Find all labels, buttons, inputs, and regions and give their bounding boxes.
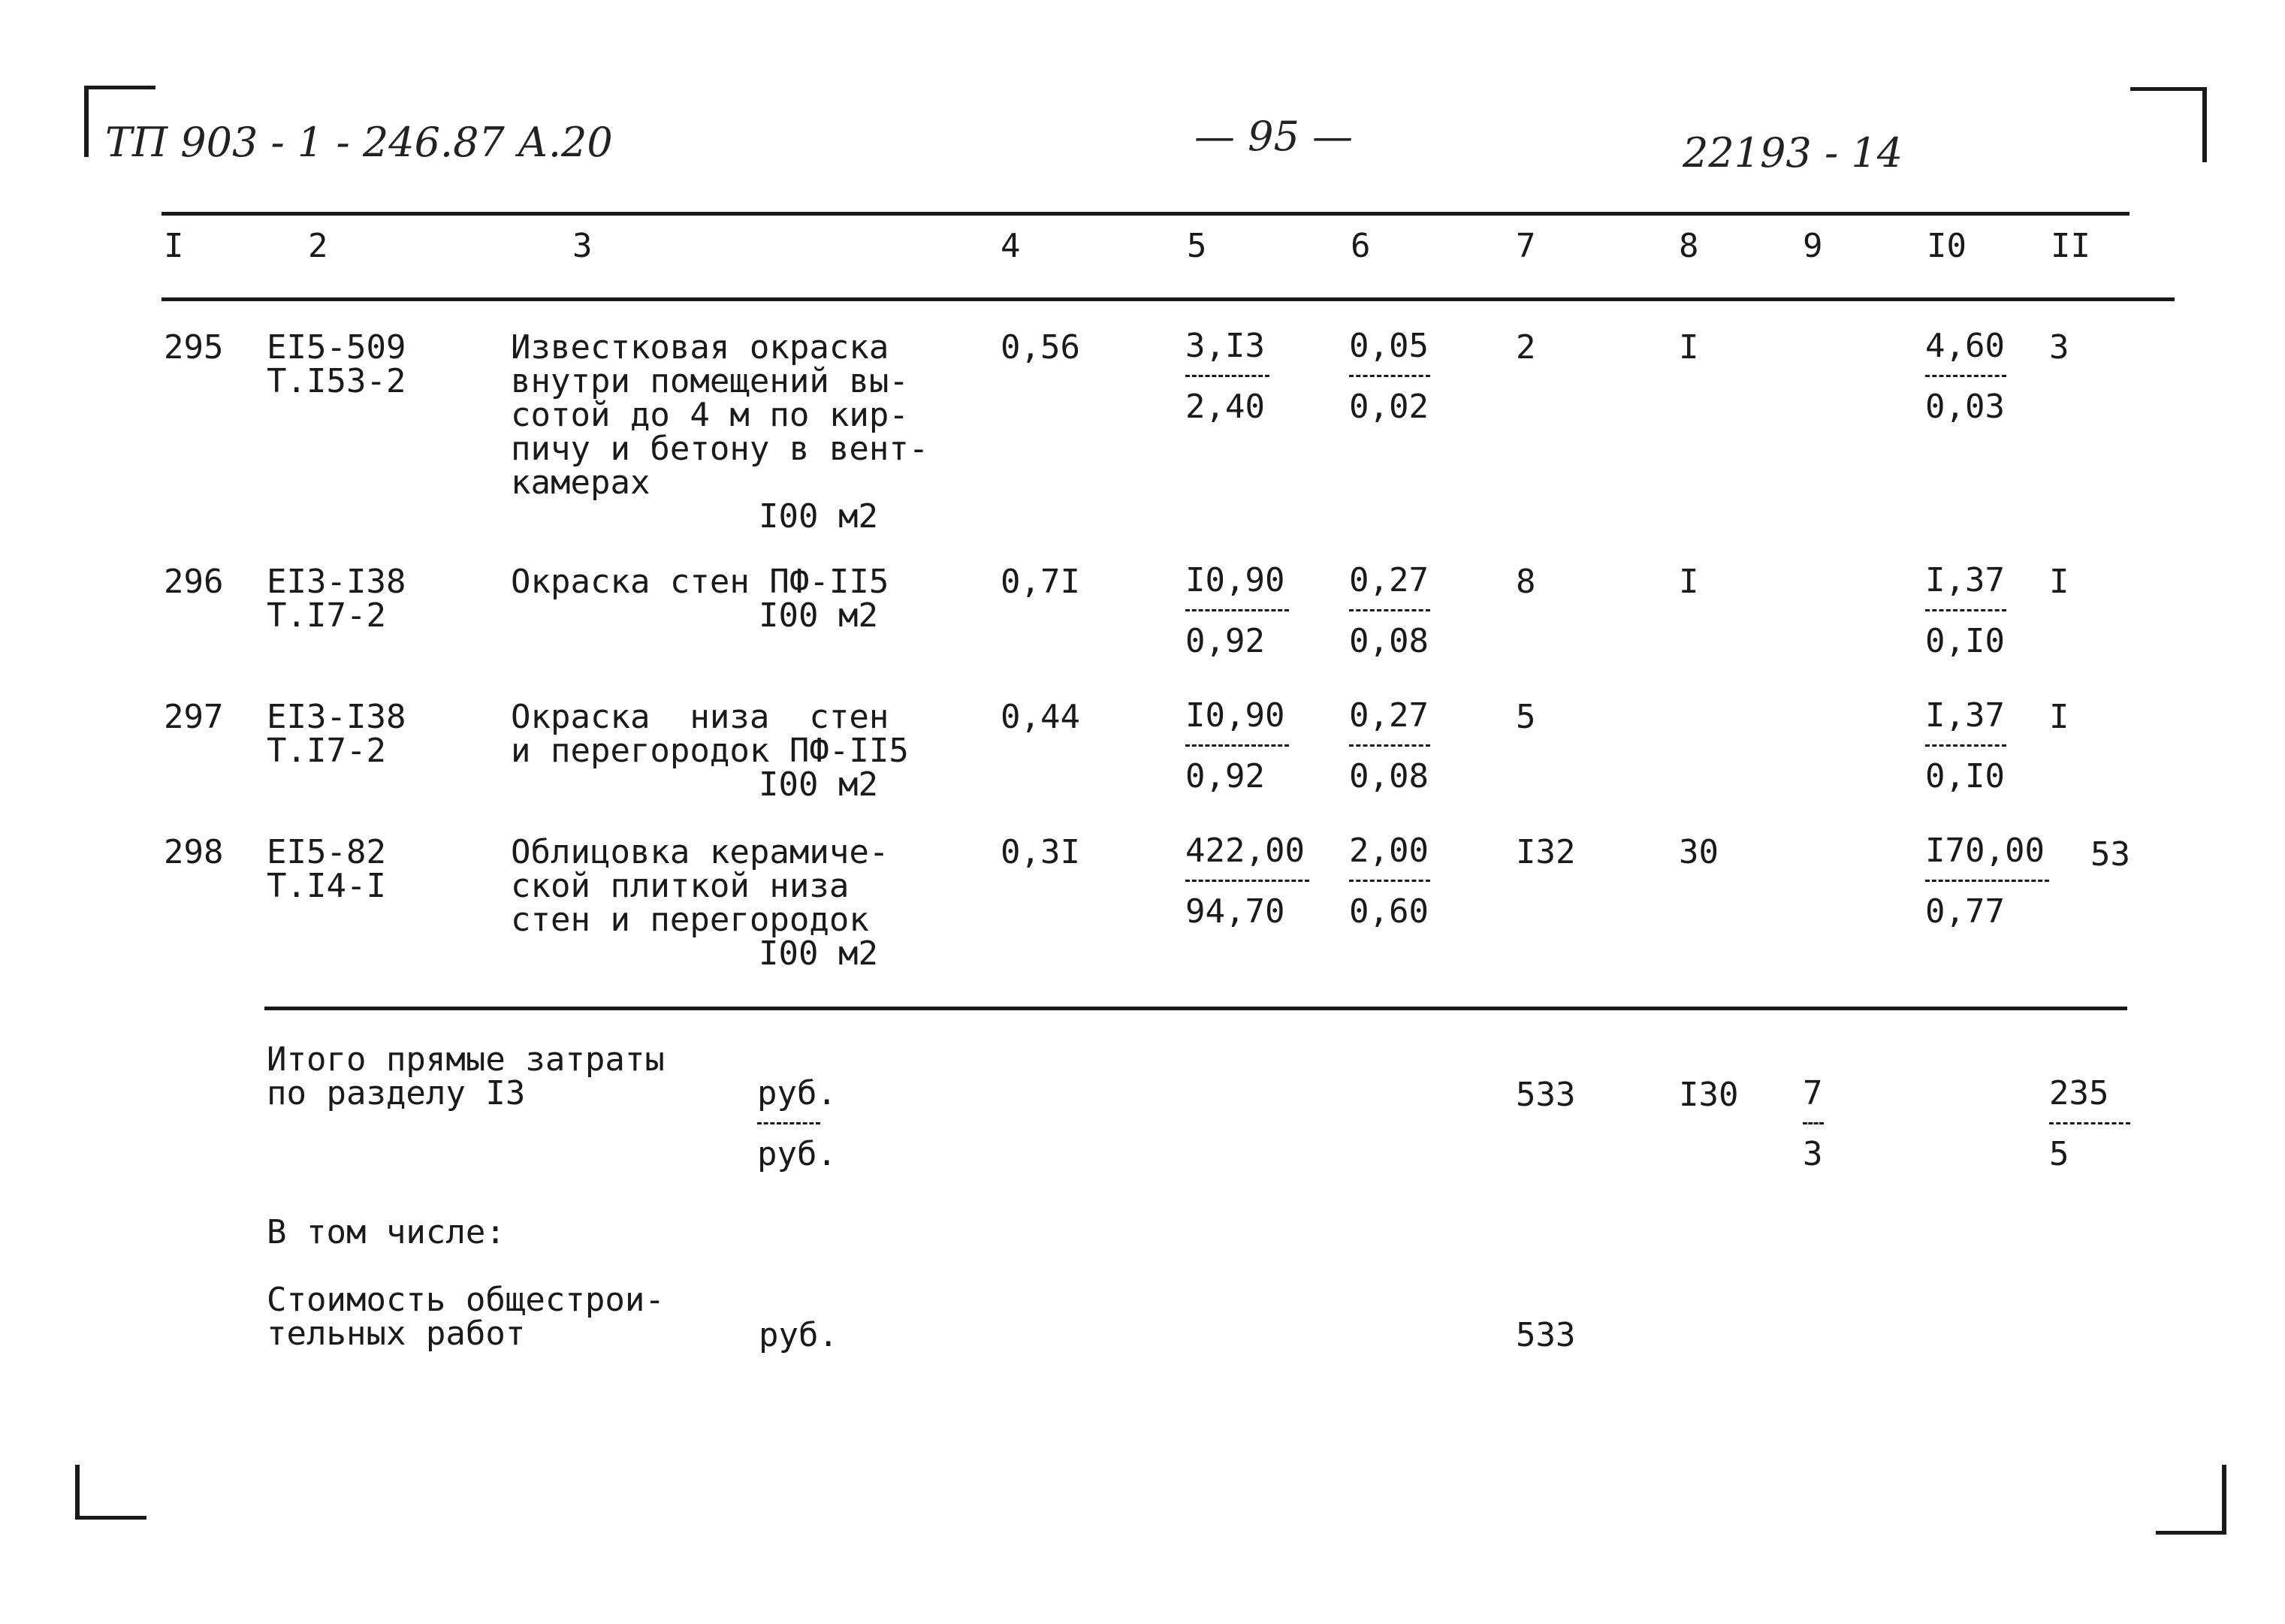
col11-value: I [2049, 698, 2069, 736]
table-ref: Т.I7-2 [267, 732, 386, 770]
corner-mark-bottom-left [75, 1465, 80, 1519]
fraction-bottom: 0,92 [1185, 757, 1265, 795]
col7-value: I32 [1516, 833, 1576, 871]
fraction-top: I,37 [1925, 696, 2005, 735]
col7-value: 8 [1516, 563, 1536, 601]
fraction-col6 [1349, 833, 1430, 930]
totals-col9-fraction [1803, 1076, 1824, 1173]
norm-code: EI5-82 [267, 833, 386, 871]
column-header: 8 [1679, 227, 1699, 265]
fraction-top: I0,90 [1185, 561, 1285, 599]
unit: I00 м2 [759, 765, 878, 804]
fraction-col10 [1925, 833, 2049, 930]
fraction-bottom: 0,92 [1185, 622, 1265, 660]
fraction-bottom: руб. [757, 1135, 837, 1173]
fraction-bar [1185, 609, 1289, 611]
row-number: 298 [164, 833, 224, 871]
fraction-bar [1349, 880, 1430, 882]
unit: I00 м2 [759, 596, 878, 635]
totals-col11-fraction [2049, 1076, 2130, 1173]
work-description: Облицовка керамиче- [511, 833, 889, 871]
totals-col8: I30 [1679, 1076, 1739, 1114]
quantity: 0,3I [1001, 833, 1080, 871]
work-description: и перегородок ПФ-II5 [511, 732, 909, 770]
fraction-top: 0,27 [1349, 696, 1429, 735]
work-description: ской плиткой низа [511, 867, 850, 905]
corner-mark-top-right [2130, 87, 2205, 91]
fraction-bar [1185, 880, 1309, 882]
column-header: II [2051, 227, 2090, 265]
fraction-top: 3,I3 [1185, 327, 1265, 365]
norm-code: EI3-I38 [267, 698, 406, 736]
row-number: 297 [164, 698, 224, 736]
col11-value: 53 [2090, 835, 2130, 874]
row-number: 296 [164, 563, 224, 601]
col11-value: I [2049, 563, 2069, 601]
fraction-bottom: 94,70 [1185, 892, 1285, 931]
totals-col7: 533 [1516, 1076, 1576, 1114]
fraction-top: 4,60 [1925, 327, 2005, 365]
column-header: 7 [1516, 227, 1536, 265]
quantity: 0,56 [1001, 328, 1080, 367]
col8-value: 30 [1679, 833, 1719, 871]
fraction-bar [1925, 375, 2006, 377]
table-header-rule [161, 297, 2175, 301]
fraction-bar [1185, 744, 1289, 747]
column-header: 3 [572, 227, 593, 265]
column-header: I [164, 227, 184, 265]
fraction-bottom: 3 [1803, 1135, 1823, 1173]
totals-label: по разделу I3 [267, 1074, 526, 1112]
work-description: камерах [511, 463, 650, 502]
fraction-bottom: 0,77 [1925, 892, 2005, 931]
fraction-bar [1803, 1122, 1824, 1124]
col8-value: I [1679, 328, 1699, 367]
fraction-bottom: 2,40 [1185, 388, 1265, 426]
corner-mark-bottom-right [2156, 1531, 2226, 1535]
col11-value: 3 [2049, 328, 2069, 367]
including-label: В том числе: [267, 1213, 506, 1251]
fraction-bar [1925, 744, 2006, 747]
quantity: 0,44 [1001, 698, 1080, 736]
fraction-col5 [1185, 833, 1309, 930]
fraction-bottom: 0,I0 [1925, 622, 2005, 660]
general-cost-col7: 533 [1516, 1316, 1576, 1354]
fraction-bar [1349, 744, 1430, 747]
corner-mark-bottom-left [75, 1516, 146, 1520]
work-description: Окраска стен ПФ-II5 [511, 563, 889, 601]
fraction-bottom: 0,08 [1349, 622, 1429, 660]
fraction-col6 [1349, 563, 1430, 660]
document-code: ТП 903 - 1 - 246.87 А.20 [105, 119, 613, 166]
fraction-col5 [1185, 328, 1269, 425]
corner-mark-top-right [2202, 87, 2207, 162]
fraction-bar [1349, 609, 1430, 611]
fraction-top: 235 [2049, 1074, 2109, 1112]
fraction-col6 [1349, 328, 1430, 425]
fraction-top: 7 [1803, 1074, 1823, 1112]
unit: I00 м2 [759, 934, 878, 973]
fraction-bar [1349, 375, 1430, 377]
fraction-bar [2049, 1122, 2130, 1124]
fraction-col6 [1349, 698, 1430, 795]
row-number: 295 [164, 328, 224, 367]
general-cost-label: Стоимость общестрои- [267, 1281, 665, 1319]
totals-rule [264, 1007, 2127, 1010]
corner-mark-bottom-right [2222, 1465, 2226, 1534]
column-header: 5 [1187, 227, 1207, 265]
corner-mark-top-left [84, 86, 89, 157]
column-header: I0 [1927, 227, 1967, 265]
work-description: внутри помещений вы- [511, 362, 909, 400]
table-ref: Т.I53-2 [267, 362, 406, 400]
fraction-top: 0,05 [1349, 327, 1429, 365]
column-header: 2 [308, 227, 328, 265]
fraction-top: 422,00 [1185, 832, 1305, 870]
work-description: стен и перегородок [511, 901, 869, 939]
fraction-bottom: 0,03 [1925, 388, 2005, 426]
column-header: 9 [1803, 227, 1823, 265]
fraction-col5 [1185, 698, 1289, 795]
corner-mark-top-left [84, 86, 155, 89]
norm-code: EI3-I38 [267, 563, 406, 601]
fraction-bottom: 0,08 [1349, 757, 1429, 795]
general-cost-label: тельных работ [267, 1315, 526, 1353]
table-ref: Т.I7-2 [267, 596, 386, 635]
fraction-bottom: 0,I0 [1925, 757, 2005, 795]
fraction-col10 [1925, 563, 2006, 660]
fraction-top: руб. [757, 1074, 837, 1112]
reference-number: 22193 - 14 [1683, 129, 1903, 177]
fraction-bar [1185, 375, 1269, 377]
page-number: — 95 — [1194, 113, 1354, 160]
fraction-col10 [1925, 698, 2006, 795]
fraction-col5 [1185, 563, 1289, 660]
fraction-col10 [1925, 328, 2006, 425]
work-description: пичу и бетону в вент- [511, 430, 929, 468]
general-cost-unit: руб. [759, 1316, 838, 1354]
fraction-top: 0,27 [1349, 561, 1429, 599]
column-header: 4 [1001, 227, 1021, 265]
work-description: Окраска низа стен [511, 698, 889, 736]
col7-value: 2 [1516, 328, 1536, 367]
fraction-top: 2,00 [1349, 832, 1429, 870]
column-header: 6 [1351, 227, 1371, 265]
totals-unit-fraction [757, 1074, 837, 1173]
unit: I00 м2 [759, 497, 878, 536]
table-ref: Т.I4-I [267, 867, 386, 905]
fraction-bottom: 0,60 [1349, 892, 1429, 931]
quantity: 0,7I [1001, 563, 1080, 601]
col7-value: 5 [1516, 698, 1536, 736]
fraction-bar [1925, 880, 2049, 882]
fraction-top: I,37 [1925, 561, 2005, 599]
table-top-rule [161, 212, 2130, 216]
fraction-bottom: 5 [2049, 1135, 2069, 1173]
fraction-bar [1925, 609, 2006, 611]
norm-code: EI5-509 [267, 328, 406, 367]
work-description: сотой до 4 м по кир- [511, 396, 909, 434]
fraction-top: I70,00 [1925, 832, 2045, 870]
col8-value: I [1679, 563, 1699, 601]
fraction-bottom: 0,02 [1349, 388, 1429, 426]
fraction-top: I0,90 [1185, 696, 1285, 735]
work-description: Известковая окраска [511, 328, 889, 367]
totals-label: Итого прямые затраты [267, 1040, 665, 1079]
fraction-bar [757, 1122, 820, 1124]
